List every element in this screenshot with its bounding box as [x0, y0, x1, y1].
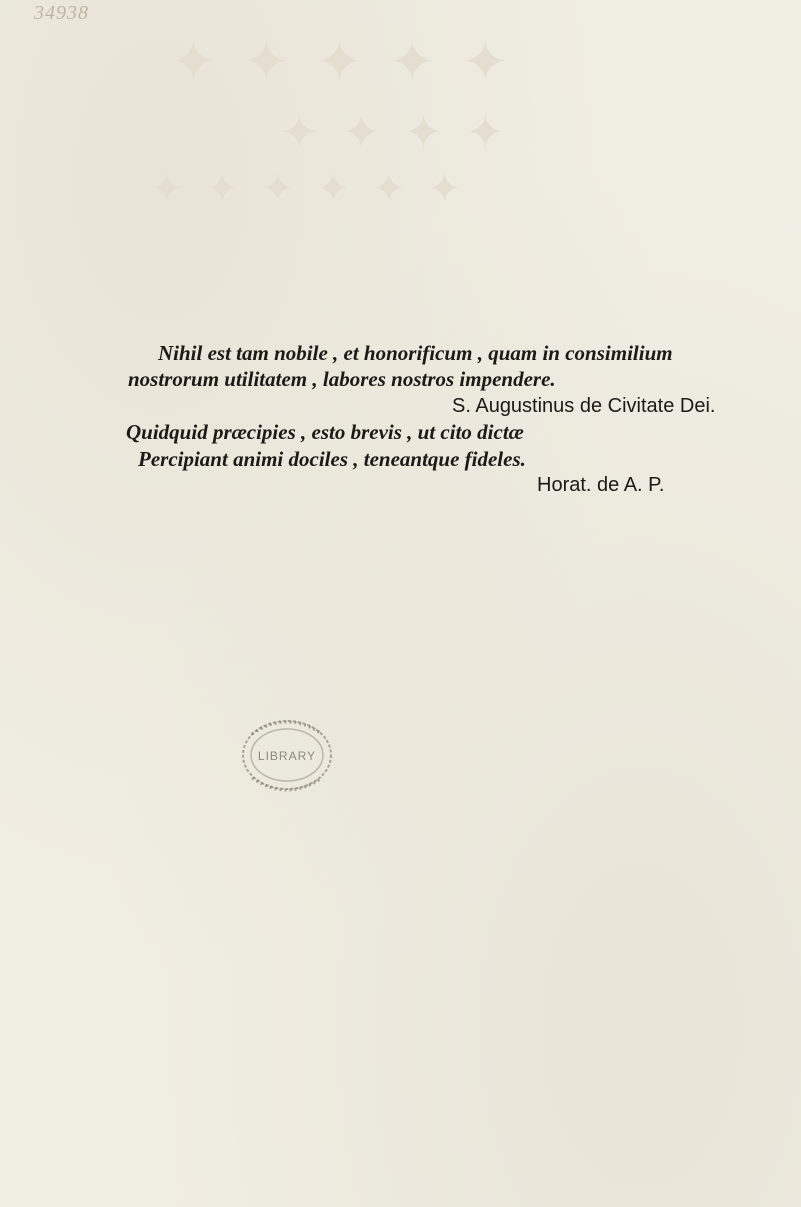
- show-through-title-2: ✦ ✦ ✦ ✦: [280, 107, 511, 158]
- show-through-title-3: ✦ ✦ ✦ ✦ ✦ ✦: [150, 166, 468, 211]
- show-through-title-1: ✦ ✦ ✦ ✦ ✦: [170, 32, 515, 94]
- quote-2-attribution: Horat. de A. P.: [537, 474, 665, 496]
- stamp-text: LIBRARY: [257, 749, 317, 763]
- quote-1-line-1: Nihil est tam nobile , et honorificum , quam in consimilium: [158, 341, 673, 365]
- quote-1-line-2: nostrorum utilitatem , labores nostros impendere.: [128, 367, 556, 391]
- quote-2-line-2: Percipiant animi dociles , teneantque fideles.: [138, 447, 526, 471]
- quote-1-attribution: S. Augustinus de Civitate Dei.: [452, 395, 716, 417]
- library-stamp-icon: [232, 712, 342, 798]
- quote-2-line-1: Quidquid præcipies , esto brevis , ut cito dictæ: [126, 420, 524, 444]
- corner-mark: 34938: [34, 2, 89, 24]
